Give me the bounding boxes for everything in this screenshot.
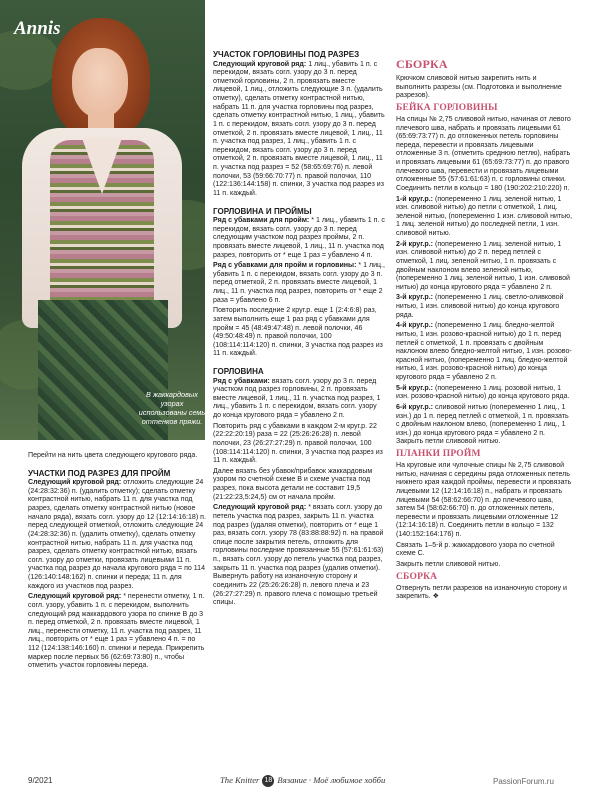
paragraph: На круговые или чулочные спицы № 2,75 сливовой нитью, начиная с середины ряда отложенных петель нижнего края каждой проймы, перевести и провязать лицевыми 12 (12:14:16:18) п., набрать и провязать лицевыми 54 (58:62:66:70) п. до плечевого шва, затем 54 (58:62:66:70) п. до отложенных петель, перевести и провязать лицевыми отложенные 12 (12:14:16:18) п. Соединить петли в кольцо = 132 (140:152:164:176) п. xyxy=(396,462,572,538)
paragraph: Крючком сливовой нитью закрепить нить и выполнить разрезы (см. Подготовка и выполнение разрезов). xyxy=(396,75,562,100)
paragraph: Закрыть петли сливовой нитью. xyxy=(396,560,501,568)
paragraph: Следующий круговой ряд: * перенести отметку, 1 п. согл. узору, убавить 1 п. с перекидом, выполнить следующий ряд жаккардового узора по спинке В до 3 п. перед отметкой, 2 п. провязать вместе лицевой, 1 лиц., перенести отметку, 11 п. участка под разрез, 11 лиц., повторить от * еще 1 раз = убавлено 4 п. = по 112 (124:138:146:160) п. спинки и переда. Прикрепить маркер после первых 56 (62:69:73:80) п., чтобы отметить участок горловины переда. xyxy=(28,593,205,670)
photo-caption: В жаккардовых узорах использованы семь оттенков пряжи. xyxy=(138,390,205,426)
magazine-title: The Knitter 18 Вязание · Моё любимое хобби xyxy=(220,775,385,787)
column-3 xyxy=(396,55,573,604)
model-photo xyxy=(0,0,205,440)
row-instruction: 5-й круг.р.: (попеременно 1 лиц. розовой нитью, 1 изн. розово-красной нитью) до конца кругового ряда. xyxy=(396,384,570,401)
jacquard-vest xyxy=(50,140,154,308)
column-1 xyxy=(28,452,206,673)
paragraph: Следующий круговой ряд: отложить следующие 24 (24:28:32:36) п. (удалить отметку); сделать отметку контрастной нитью, набрать 11 п. для участка под разрез, сделать отметку контрастной нитью (новое начало ряда), вязать согл. узору до 12 (12:14:16:18) п. перед следующей отметкой, отложить следующие 24 (24:28:32:36) п. (удалить отметку), сделать отметку контрастной нитью, набрать 11 п. для участка под разрез, сделать отметку контрастной нитью, вязать согл. узору до отметки, провязать лицевыми 11 п. участка под разрез до начала кругового ряда = по 114 (126:140:148:162) п. спинки и переда; 11 п. для каждого из участков под разрез. xyxy=(28,479,206,590)
section-heading: БЕЙКА ГОРЛОВИНЫ xyxy=(396,102,498,113)
paragraph: Следующий круговой ряд: * вязать согл. узору до петель участка под разрез, закрыть 11 п. участка под разрез (удаляя отметки), повторить от * еще 1 раз, вязать согл. узору 78 (83:88:88:92) п. на правой спице после закрытия петель, отложить для горловины последние провязанные 55 (57:61:61:63) п., вязать согл. узору до петель участка под разрез, закрыть 11 п. участка под разрез (удалив отметки). Вывернуть работу на изнаночную сторону и соединить 22 (25:26:26:28) п. левого плеча и 23 (26:27:27:29) п. правого плеча с помощью третьей спицы. xyxy=(213,504,384,607)
section-heading: УЧАСТКИ ПОД РАЗРЕЗ ДЛЯ ПРОЙМ xyxy=(28,468,171,478)
row-instruction: 3-й круг.р.: (попеременно 1 лиц. светло-оливковой нитью, 1 изн. сливовой нитью) до конца кругового ряда. xyxy=(396,294,564,319)
column-2 xyxy=(213,50,385,610)
paragraph: Отвернуть петли разрезов на изнаночную сторону и закрепить. ❖ xyxy=(396,584,567,601)
paragraph: Связать 1–5-й р. жаккардового узора по счетной схеме С. xyxy=(396,541,555,558)
row-instruction: 6-й круг.р.: сливовой нитью (попеременно 1 лиц., 1 изн.) до 1 п. перед петлей с отметкой, 1 п. провязать с двойным наклоном влево, (попеременно 1 лиц., 1 изн.) до конца кругового ряда = убавлено 2 п. Закрыть петли сливовой нитью. xyxy=(396,403,569,446)
section-heading: УЧАСТОК ГОРЛОВИНЫ ПОД РАЗРЕЗ xyxy=(213,50,360,59)
end-mark-icon: ❖ xyxy=(432,593,439,601)
paragraph: Ряд с убавками для пройм и горловины: * 1 лиц., убавить 1 п. с перекидом, вязать согл. узору до 3 п. перед отметкой, 2 п. провязать вместе лицевой, 1 лиц., 11 п. участка под разрез, повторить от * еще 2 раза = убавлено 6 п. xyxy=(213,262,385,304)
paragraph: Далее вязать без убавок/прибавок жаккардовым узором по счетной схеме В и схеме участка под разрез, пока высота детали не составит 19,5 (21:22:23,5:24,5) см от начала пройм. xyxy=(213,467,373,501)
model-face xyxy=(72,48,128,118)
paragraph: На спицы № 2,75 сливовой нитью, начиная от левого плечевого шва, набрать и провязать лицевыми 61 (65:69:73:77) п. до отложенных петель горловины переда, перевести и провязать лицевыми отложенные 3 п. (отметить среднюю петлю), набрать и провязать лицевыми 61 (65:69:73:77) п. до правого плечевого шва, перевести и провязать лицевыми отложенные 55 (57:61:61:63) п. с горловины спинки. Соединить петли в кольцо = 180 (190:202:210:220) п. xyxy=(396,115,571,192)
watermark: PassionForum.ru xyxy=(493,777,554,786)
section-heading: ГОРЛОВИНА И ПРОЙМЫ xyxy=(213,206,312,216)
page-number: 18 xyxy=(262,775,274,787)
paragraph: Следующий круговой ряд: 1 лиц., убавить 1 п. с перекидом, вязать согл. узору до 3 п. перед отметкой горловины, 2 п. провязать вместе лицевой, 1 лиц., отложить следующие 3 п. (удалить отметку), сделать отметку контрастной нитью, набрать 11 п. для участка горловины под разрез, сделать отметку контрастной нитью, 1 лиц., убавить 1 п. с перекидом, вязать согл. узору до 3 п. перед отметкой, 2 п. провязать вместе лицевой, 1 лиц., 11 п. участка под разрез, 1 лиц., убавить 1 п. с перекидом, вязать согл. узору до 3 п. перед отметкой, 2 п. провязать вместе лицевой, 1 лиц., 11 п. участка под разрез = 52 (58:65:69:76) п. левой полочки, 53 (59:66:70:77) п. правой полочки, 110 (122:136:144:158) п. спинки, 3 участка под разрез из 11 п. каждый. xyxy=(213,60,385,197)
section-heading: ГОРЛОВИНА xyxy=(213,367,264,376)
row-instruction: 4-й круг.р.: (попеременно 1 лиц. бледно-желтой нитью, 1 изн. розово-красной нитью) до 1 п. перед петлей с отметкой, 1 п. провязать с двойным наклоном влево бледно-желтой нитью, 1 изн. розово-красной нитью, (попеременно 1 лиц. бледно-желтой нитью, 1 изн. розово-красной нитью) до конца кругового ряда = убавлено 2 п. xyxy=(396,322,572,381)
section-heading: СБОРКА xyxy=(396,571,438,582)
pattern-name: Annis xyxy=(14,18,61,39)
section-heading: ПЛАНКИ ПРОЙМ xyxy=(396,449,481,459)
section-heading: СБОРКА xyxy=(396,57,448,71)
paragraph: Ряд с убавками для пройм: * 1 лиц., убавить 1 п. с перекидом, вязать согл. узору до 3 п. перед следующим участком под разрез проймы, 2 п. провязать вместе лицевой, 1 лиц., 11 п. участка под разрез, повторить от * еще 1 раз = убавлено 4 п. xyxy=(213,217,385,259)
row-instruction: 1-й круг.р.: (попеременно 1 лиц. зеленой нитью, 1 изн. сливовой нитью) до петли с отметкой, 1 лиц. зеленой нитью, (попеременно 1 изн. сливовой нитью, 1 лиц. зеленой нитью) до последней петли, 1 изн. сливовой нитью. xyxy=(396,195,573,237)
page-footer xyxy=(0,772,597,792)
intro-text: Перейти на нить цвета следующего кругового ряда. xyxy=(28,452,198,459)
paragraph: Ряд с убавками: вязать согл. узору до 3 п. перед участком под разрез горловины, 2 п. провязать вместе лицевой, 1 лиц., 11 п. участка под разрез, 1 лиц., убавить 1 п. с перекидом, вязать согл. узору до конца кругового ряда = убавлено 2 п. xyxy=(213,377,381,419)
issue-number: 9/2021 xyxy=(28,776,53,785)
paragraph: Повторить последние 2 круг.р. еще 1 (2:4:6:8) раз, затем выполнить еще 1 раз ряд с убавками для пройм = 45 (48:49:47:48) п. левой полочки, 46 (49:50:48:49) п. правой полочки, 100 (108:114:114:120) п. спинки, 3 участка под разрез из 11 п. каждый. xyxy=(213,307,383,358)
paragraph: Повторить ряд с убавками в каждом 2-м круг.р. 22 (22:22:20:19) раза = 22 (25:26:26:28) п. левой полочки, 23 (26:27:27:29) п. правой полочки, 100 (108:114:114:120) п. спинки, 3 участка под разрез из 11 п. каждый. xyxy=(213,422,383,465)
row-instruction: 2-й круг.р.: (попеременно 1 лиц. зеленой нитью, 1 изн. сливовой нитью) до 2 п. перед петлей с отметкой, 1 лиц. зеленой нитью, 1 п. провязать с двойным наклоном влево зеленой нитью, (попеременно 1 лиц. зеленой нитью, 1 изн. сливовой нитью) до конца кругового ряда = убавлено 2 п. xyxy=(396,240,570,291)
